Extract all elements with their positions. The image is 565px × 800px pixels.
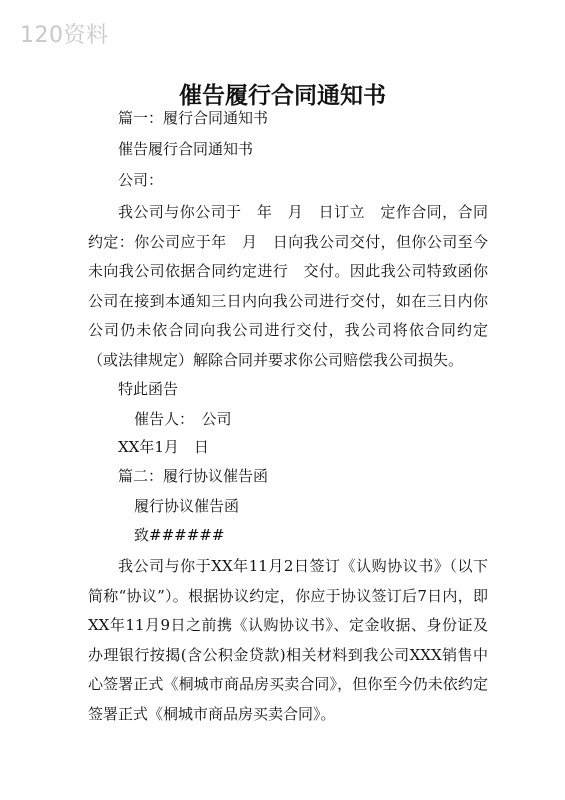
section1-date: XX年1月 日 bbox=[118, 438, 209, 456]
watermark: 120资料 bbox=[20, 23, 109, 48]
section1-subtitle: 催告履行合同通知书 bbox=[118, 140, 254, 158]
section1-addressee: 公司： bbox=[118, 171, 164, 189]
section2-subtitle: 履行协议催告函 bbox=[134, 497, 240, 515]
section2-body: 我公司与你于XX年11月2日签订《认购协议书》（以下简称“协议”）。根据协议约定，你应于协议签订后7日内，即XX年11月9日之前携《认购协议书》、定金收据、身份证及办理银行按揭(含公积金贷款)相关材料到我公司XXX销售中心签署正式《桐城市商品房买卖合同》，但你至今仍未依约定签署正式《桐城市商品房买卖合同》。 bbox=[88, 557, 488, 723]
section2-addressee: 致###### bbox=[134, 526, 225, 544]
section1-closing: 特此函告 bbox=[118, 380, 179, 398]
section2-heading: 篇二：履行协议催告函 bbox=[118, 467, 269, 485]
document-title: 催告履行合同通知书 bbox=[179, 83, 386, 109]
section1-heading: 篇一：履行合同通知书 bbox=[118, 109, 269, 127]
section1-body: 我公司与你公司于 年 月 日订立 定作合同，合同约定：你公司应于年 月 日向我公司交付，但你公司至今未向我公司依据合同约定进行 交付。因此我公司特致函你公司在接到本通知三日内向我公司进行交付，如在三日内你公司仍未依合同向我公司进行交付，我公司将依合同约定（或法律规定）解除合同并要求你公司赔偿我公司损失。 bbox=[88, 203, 488, 369]
section1-signer: 催告人： 公司 bbox=[134, 410, 232, 428]
